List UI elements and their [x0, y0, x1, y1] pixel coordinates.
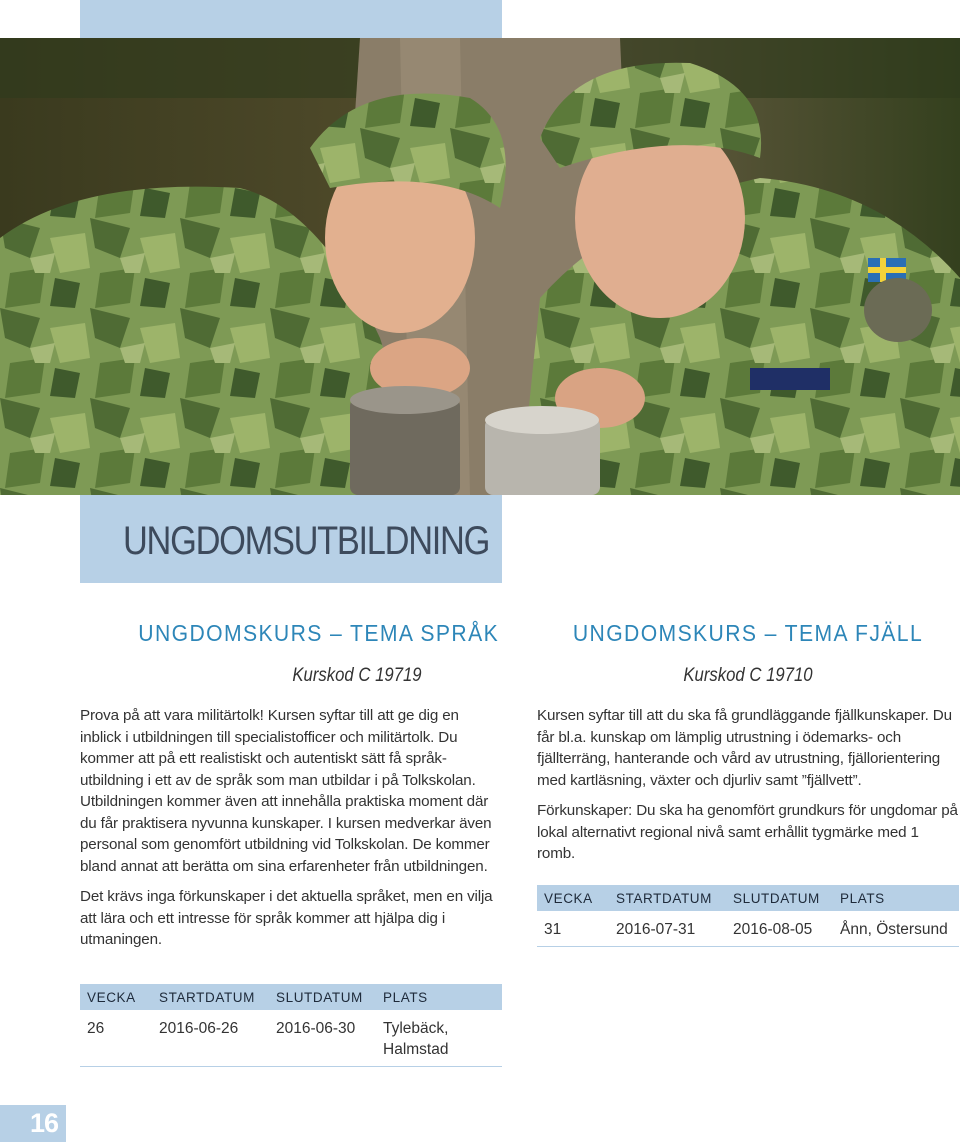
header-plats: PLATS — [376, 984, 502, 1010]
top-accent-strip — [80, 0, 502, 38]
header-slutdatum: SLUTDATUM — [726, 885, 833, 911]
course-fjall — [537, 620, 959, 947]
course-title: UNGDOMSKURS – TEMA FJÄLL — [572, 620, 924, 646]
course-description: Prova på att vara militärtolk! Kursen syftar till att ge dig en inblick i utbildningen till specialistofficer och militärtolk. Du kommer att på ett realistiskt och autentiskt sätt få språk-utbildning i ett av de språk som man utbildar i på Tolkskolan. Utbildningen kommer även att innehålla praktiska moment där du får praktisera nyvunna kunskaper. I kursen medverkar även personal som genomfört utbildning vid Tolkskolan. De kommer bland annat att berätta om sina erfarenheter från utbildningen. — [80, 707, 492, 875]
page-number: 16 — [30, 1108, 59, 1138]
photo-two-soldiers-camouflage-icon — [0, 38, 960, 495]
course-description: Kursen syftar till att du ska få grundläggande fjällkunskaper. Du får bl.a. kunskap om lämplig utrustning i ödemarks- och fjällterräng, hanterande och vård av utrustning, fjällorientering med kartläsning, växter och djurliv samt ”fjällvett”. — [537, 707, 952, 789]
course-title: UNGDOMSKURS – TEMA SPRÅK — [138, 620, 500, 646]
cell-slutdatum: 2016-08-05 — [726, 911, 833, 947]
header-startdatum: STARTDATUM — [152, 984, 269, 1010]
table-row — [537, 911, 959, 947]
header-startdatum: STARTDATUM — [609, 885, 726, 911]
course-code: Kurskod C 19719 — [292, 665, 422, 686]
schedule-table-fjall — [537, 885, 959, 947]
header-slutdatum: SLUTDATUM — [269, 984, 376, 1010]
schedule-table-sprak — [80, 984, 502, 1067]
cell-startdatum: 2016-06-26 — [152, 1010, 269, 1067]
cell-startdatum: 2016-07-31 — [609, 911, 726, 947]
course-sprak — [80, 620, 502, 951]
title-banner — [80, 495, 502, 583]
cell-slutdatum: 2016-06-30 — [269, 1010, 376, 1067]
course-code: Kurskod C 19710 — [683, 665, 813, 686]
cell-vecka: 31 — [537, 911, 609, 947]
course-requirements: Förkunskaper: Du ska ha genomfört grundkurs för ungdomar på lokal alternativt regional nivå samt erhållit tygmärke med 1 romb. — [537, 802, 958, 862]
page-number-box — [0, 1105, 66, 1142]
cell-vecka: 26 — [80, 1010, 152, 1067]
table-header-row — [80, 984, 502, 1010]
course-requirements: Det krävs inga förkunskaper i det aktuella språket, men en vilja att lära och ett intresse för språk kommer att hjälpa dig i utmaningen. — [80, 888, 493, 948]
table-row — [80, 1010, 502, 1067]
cell-plats: Ånn, Östersund — [833, 911, 959, 947]
table-header-row — [537, 885, 959, 911]
cell-plats: Tylebäck, Halmstad — [376, 1010, 502, 1067]
header-vecka: VECKA — [537, 885, 609, 911]
page-title: UNGDOMSUTBILDNING — [123, 519, 490, 563]
header-vecka: VECKA — [80, 984, 152, 1010]
header-photo — [0, 38, 960, 495]
header-plats: PLATS — [833, 885, 959, 911]
